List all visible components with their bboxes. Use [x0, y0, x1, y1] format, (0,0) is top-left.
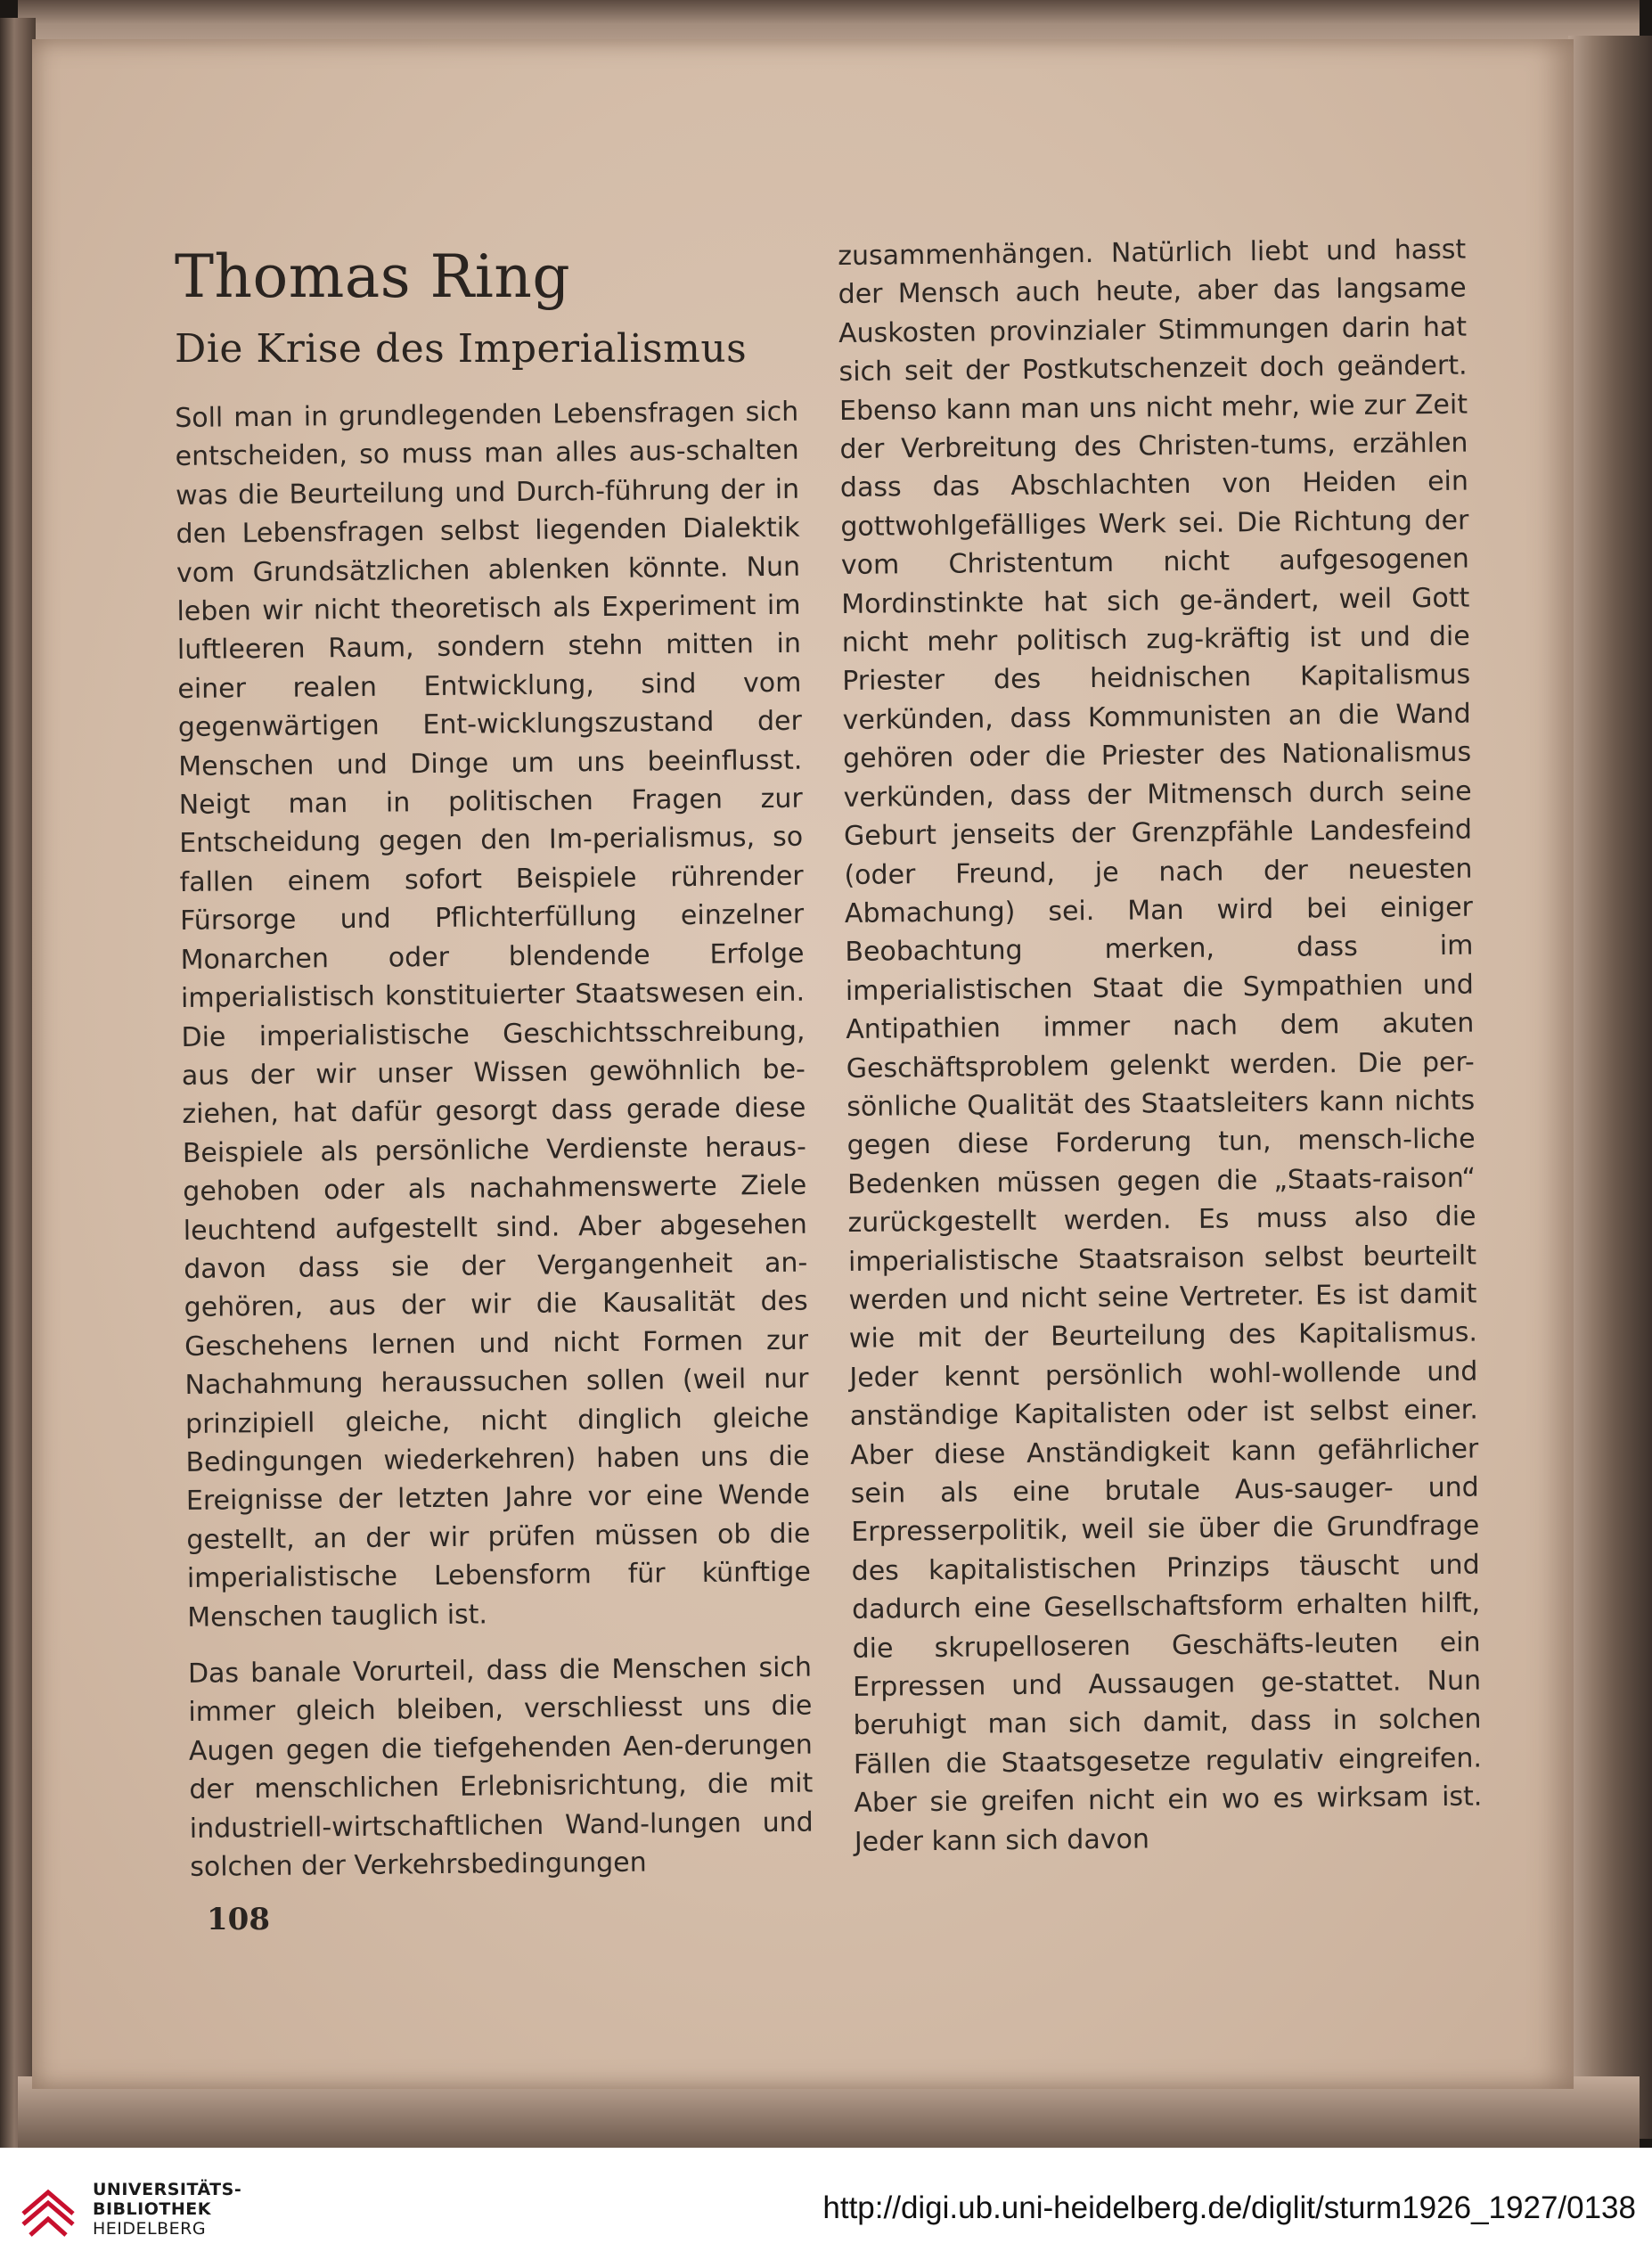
library-logo-icon[interactable]: [12, 2174, 84, 2246]
article-title: Die Krise des Imperialismus: [175, 326, 748, 372]
author-name: Thomas Ring: [175, 242, 571, 311]
right-text-column: [838, 231, 1483, 1862]
footer-bar: [0, 2148, 1652, 2268]
library-name-line: HEIDELBERG: [93, 2219, 207, 2239]
book-left-edge: [0, 18, 36, 2148]
library-name-line: BIBLIOTHEK: [93, 2199, 211, 2219]
book-right-edge: [1568, 36, 1652, 2139]
paragraph: Das banale Vorurteil, dass die Menschen sich immer gleich bleiben, verschliesst uns die Augen gegen die tiefgehenden Aen-derungen der menschlichen Erlebnisrichtung, die mit industriell-wirtschaftlichen Wand-lungen und solchen der Verkehrsbedingungen: [187, 1651, 814, 1883]
article-header: [175, 242, 852, 372]
left-text-column: [175, 393, 814, 1887]
source-url-link[interactable]: http://digi.ub.uni-heidelberg.de/diglit/sturm1926_1927/0138: [822, 2190, 1636, 2225]
paragraph: zusammenhängen. Natürlich liebt und hasst der Mensch auch heute, aber das langsame Auskosten provinzialer Stimmungen darin hat sich seit der Postkutschenzeit doch geändert. Ebenso kann man uns nicht mehr, wie zur Zeit der Verbreitung des Christen-tums, erzählen dass das Abschlachten von Heiden ein gottwohlgefälliges Werk sei. Die Richtung der vom Christentum nicht aufgesogenen Mordinstinkte hat sich ge-ändert, weil Gott nicht mehr politisch zug-kräftig ist und die Priester des heidnischen Kapitalismus verkünden, dass Kommunisten an die Wand gehören oder die Priester des Nationalismus verkünden, dass der Mitmensch durch seine Geburt jenseits der Grenzpfähle Landesfeind (oder Freund, je nach der neuesten Abmachung) sei. Man wird bei einiger Beobachtung merken, dass im imperialistischen Staat die Sympathien und Antipathien immer nach dem akuten Geschäftsproblem gelenkt werden. Die per-sönliche Qualität des Staatsleiters kann nichts gegen diese Forderung tun, mensch-liche Bedenken müssen gegen die „Staats-raison“ zurückgestellt werden. Es muss also die imperialistische Staatsraison selbst beurteilt werden und nicht seine Vertreter. Es ist damit wie mit der Beurteilung des Kapitalismus. Jeder kennt persönlich wohl-wollende und anständige Kapitalisten oder ist selbst einer. Aber diese Anständigkeit kann gefährlicher sein als eine brutale Aus-sauger- und Erpresserpolitik, weil sie über die Grundfrage des kapitalistischen Prinzips täuscht und dadurch eine Gesellschaftsform erhalten hilft, die skrupelloseren Geschäfts-leuten ein Erpressen und Aussaugen ge-stattet. Nun beruhigt man sich damit, dass in solchen Fällen die Staatsgesetze regulativ eingreifen. Aber sie greifen nicht ein wo es wirksam ist. Jeder kann sich davon: [838, 233, 1483, 1858]
library-name-line: UNIVERSITÄTS-: [93, 2180, 242, 2199]
page-number: 108: [207, 1902, 270, 1937]
library-name: [93, 2180, 241, 2239]
paragraph: Soll man in grundlegenden Lebensfragen sich entscheiden, so muss man alles aus-schalten was die Beurteilung und Durch-führung der in den Lebensfragen selbst liegenden Dialektik vom Grundsätzlichen ablenken könnte. Nun leben wir nicht theoretisch als Experiment im luftleeren Raum, sondern stehn mitten in einer realen Entwicklung, sind vom gegenwärtigen Ent-wicklungszustand der Menschen und Dinge um uns beeinflusst. Neigt man in politischen Fragen zur Entscheidung gegen den Im-perialismus, so fallen einem sofort Beispiele rührender Fürsorge und Pflichterfüllung einzelner Monarchen oder blendende Erfolge imperialistisch konstituierter Staatswesen ein. Die imperialistische Geschichtsschreibung, aus der wir unser Wissen gewöhnlich be-ziehen, hat dafür gesorgt dass gerade diese Beispiele als persönliche Verdienste heraus-gehoben oder als nachahmenswerte Ziele leuchtend aufgestellt sind. Aber abgesehen davon dass sie der Vergangenheit an-gehören, aus der wir die Kausalität des Geschehens lernen und nicht Formen zur Nachahmung heraussuchen sollen (weil nur prinzipiell gleiche, nicht dinglich gleiche Bedingungen wiederkehren) haben uns die Ereignisse der letzten Jahre vor eine Wende gestellt, an der wir prüfen müssen ob die imperialistische Lebensform für künftige Menschen tauglich ist.: [175, 396, 812, 1633]
